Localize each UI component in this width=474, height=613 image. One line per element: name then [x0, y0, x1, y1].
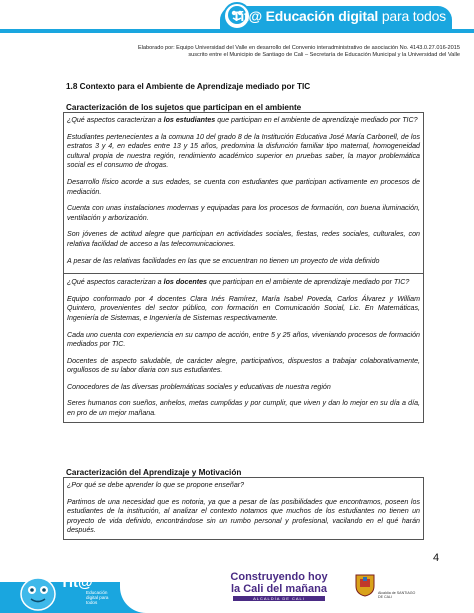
header-brand-text [232, 8, 446, 24]
cali-line-2: la Cali del mañana [231, 583, 327, 595]
paragraph: Partimos de una necesidad que es notoria, ya que a pesar de las posibilidades que encontramos, poseen los estudiantes de la institución, al analizar el contexto notamos que muchos de los estudiantes no tienen un proyecto de vida definido, encontrándose sin un rumbo personal y profesional, vacilando en el qué harán después. [67, 497, 420, 535]
q1-bold: los estudiantes [163, 116, 216, 124]
paragraph: A pesar de las relativas facilidades en las que se encuentran no tienen un proyecto de vida definido [67, 256, 380, 265]
credit-line-2: suscrito entre el Municipio de Santiago de Cali – Secretaría de Educación Municipal y la Universidad del Valle [188, 52, 460, 58]
brand-light: para todos [381, 8, 446, 24]
brand-bold: Tit@ Educación digital [232, 8, 379, 24]
question-students [67, 116, 420, 126]
paragraph: Conocedores de las diversas problemáticas sociales y educativas de nuestra región [67, 382, 331, 391]
paragraph: Son jóvenes de actitud alegre que participan en actividades sociales, fiestas, redes sociales, culturales, con relativa facilidad de acceso a las telecomunicaciones. [67, 230, 420, 248]
cali-slogan [220, 571, 338, 601]
q2-bold: los docentes [163, 278, 207, 287]
section-title: 1.8 Contexto para el Ambiente de Aprendizaje mediado por TIC [66, 82, 311, 91]
q1-post: que participan en el ambiente de aprendizaje mediado por TIC? [215, 116, 418, 124]
question-teachers [64, 273, 423, 288]
footer-logo-sub: Educación digital para todos [86, 590, 109, 605]
subjects-box [63, 112, 424, 423]
credit-line-1: Elaborado por: Equipo Universidad del Valle en desarrollo del Convenio interadministrativo de asociación No. 4143.0.27.016-2015 [137, 45, 460, 51]
cali-line-1: Construyendo hoy [230, 571, 328, 583]
paragraph: Estudiantes pertenecientes a la comuna 10 del grado 8 de la Institución Educativa José María Carbonell, de los estratos 3 y 4, en edades entre 13 y 15 años, predomina la disfunción familiar tipo maternal, homogeneidad cultural propia de nuestra región, rendimiento académico superior en pruebas saber, la mayor problemática social es el consumo de drogas. [67, 132, 420, 170]
learning-box [63, 477, 424, 540]
paragraph: Cada uno cuenta con experiencia en su campo de acción, entre 5 y 25 años, viveniando procesos de formación mediados por TIC. [67, 330, 420, 349]
cali-line-3: ALCALDÍA DE CALI [233, 596, 325, 601]
paragraph: Equipo conformado por 4 docentes Clara Inés Ramírez, María Isabel Poveda, Carlos Álvarez y William Quintero, provenientes del sector público, con formación en Comunicación Social, Lic. En Matemáticas, Ingeniería de Sistemas, e Ingeniería de Sistemas respectivamente. [67, 294, 420, 322]
mascot-icon [16, 568, 60, 613]
q1-pre: ¿Qué aspectos caracterizan a [67, 116, 164, 124]
credit-note [30, 45, 460, 59]
footer-logo: Tit@ [60, 574, 93, 591]
page-number: 4 [433, 552, 440, 564]
q2-pre: ¿Qué aspectos caracterizan a [67, 278, 164, 287]
paragraph: Desarrollo físico acorde a sus edades, se cuenta con estudiantes que participan activamente en procesos de mediación. [67, 177, 420, 196]
paragraph: Docentes de aspecto saludable, de carácter alegre, participativos, dispuestos a trabajar colaborativamente, orgullosos de su labor diaria con sus estudiantes. [67, 356, 420, 375]
alcaldia-label: Alcaldía de SANTIAGO DE CALI [378, 591, 416, 599]
q2-post: que participan en el ambiente de aprendizaje mediado por TIC? [206, 278, 410, 287]
paragraph: Cuenta con unas instalaciones modernas y equipadas para los procesos de formación, con buena iluminación, ventilación y arborización. [67, 204, 420, 222]
paragraph: Seres humanos con sueños, anhelos, metas cumplidas y por cumplir, que viven y dan lo mejor en su día a día, en pro de un mejor mañana. [67, 399, 420, 418]
subtitle-subjects: Caracterización de los sujetos que participan en el ambiente [66, 103, 302, 112]
page-header [0, 0, 474, 40]
question-why: ¿Por qué se debe aprender lo que se propone enseñar? [67, 481, 245, 489]
coat-of-arms-icon [354, 573, 376, 597]
subtitle-learning: Caracterización del Aprendizaje y Motivación [66, 468, 242, 477]
